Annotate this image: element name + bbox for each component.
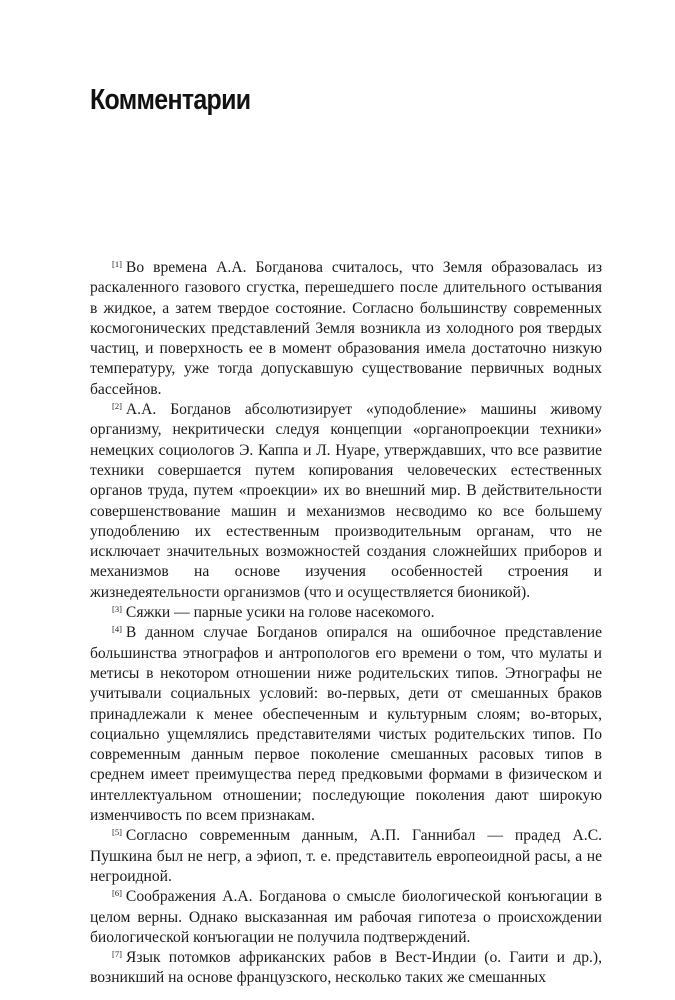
note-3-marker: [3] (112, 604, 122, 615)
note-3-text: Сяжки — парные усики на голове насекомого. (125, 604, 435, 622)
note-5-text: Согласно современным данным, А.П. Ганнибал — прадед А.С. Пушкина был не негр, а эфиоп, т. е. представитель европеоидной расы, а не негроидной. (90, 827, 602, 885)
note-7-marker: [7] (112, 949, 122, 960)
note-4 (90, 623, 602, 826)
page-title: Комментарии (90, 84, 251, 116)
note-5-marker: [5] (112, 827, 122, 838)
note-3 (90, 603, 602, 623)
note-2 (90, 400, 602, 603)
note-4-marker: [4] (112, 624, 122, 635)
note-6 (90, 887, 602, 948)
note-1-text: Во времена А.А. Богданова считалось, что Земля образовалась из раскаленного газового сгустка, перешедшего после длительного остывания в жидкое, а затем твердое состояние. Согласно большинству современных космогонических представлений Земля возникла из холодного роя твердых частиц, и поверхность ее в момент образования имела достаточно низкую температуру, уже тогда допускавшую существование первичных водных бассейнов. (90, 259, 602, 398)
note-4-text: В данном случае Богданов опирался на ошибочное представление большинства этнографов и антропологов его времени о том, что мулаты и метисы в некотором отношении ниже родительских типов. Этнографы не учитывали социальных условий: во-первых, дети от смешанных браков принадлежали к менее обеспеченным и культурным слоям; во-вторых, социально ущемлялись представителями чистых родительских типов. По современным данным первое поколение смешанных расовых типов в среднем имеет преимущества перед предковыми формами в физическом и интеллектуальном отношении; последующие поколения дают широкую изменчивость по всем признакам. (90, 624, 602, 825)
note-1 (90, 258, 602, 400)
note-2-text: А.А. Богданов абсолютизирует «уподобление» машины живому организму, некритически следуя концепции «органопроекции техники» немецких социологов Э. Каппа и Л. Нуаре, утверждавших, что все развитие техники совершается путем копирования человеческих естественных органов труда, путем «проекции» их во внешний мир. В действительности совершенствование машин и механизмов несводимо ко все большему уподоблению их естественным производительным органам, что не исключает значительных возможностей создания сложнейших приборов и механизмов на основе изучения особенностей строения и жизнедеятельности организмов (что и осуществляется бионикой). (90, 401, 602, 601)
note-1-marker: [1] (112, 259, 122, 269)
note-7 (90, 948, 602, 989)
note-2-marker: [2] (112, 401, 122, 412)
notes-list (90, 258, 602, 989)
note-7-text: Язык потомков африканских рабов в Вест-Индии (о. Гаити и др.), возникший на основе французского, несколько таких же смешанных (90, 949, 602, 987)
note-6-marker: [6] (112, 888, 122, 899)
note-6-text: Соображения А.А. Богданова о смысле биологической конъюгации в целом верны. Однако высказанная им рабочая гипотеза о происхождении биологической конъюгации не получила подтверждений. (90, 888, 602, 946)
note-5 (90, 826, 602, 887)
